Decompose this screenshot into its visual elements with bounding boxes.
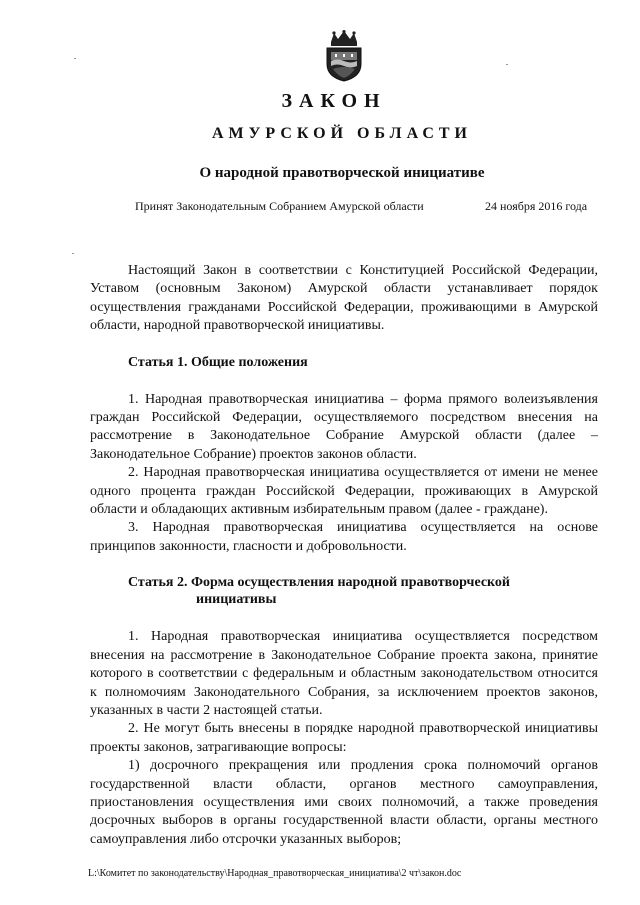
article-2-paragraph-1: 1. Народная правотворческая инициатива осуществляется посредством внесения на рассмотрение в Законодательное Собрание проекта закона, принятие которого в соответствии с федеральным и областным законодательством относится к полномочиям Законодательного Собрания, за исключением проектов законов, указанных в части 2 настоящей статьи.: [90, 629, 598, 718]
adopted-date: 24 ноября 2016 года: [485, 199, 588, 213]
scan-speck: [74, 58, 76, 59]
adopted-by: Принят Законодательным Собранием Амурской области: [135, 199, 424, 213]
article-2-heading-line-1: Статья 2. Форма осуществления народной правотворческой: [128, 575, 510, 591]
document-body: [90, 262, 598, 849]
intro-paragraph: Настоящий Закон в соответствии с Конституцией Российской Федерации, Уставом (основным Законом) Амурской области устанавливает порядок осуществления гражданами Российской Федерации, проживающими в Амурской области, народной правотворческой инициативы.: [90, 263, 598, 334]
article-2-heading: [90, 574, 598, 608]
article-2-heading-line-2: инициативы: [196, 592, 277, 608]
scan-speck: [72, 253, 74, 254]
article-2-item-1: 1) досрочного прекращения или продления срока полномочий органов государственной власти области, органов местного самоуправления, приостановления осуществления ими своих полномочий, а также проведения досрочных выборов в органы государственной власти области, органы местного самоуправления либо отсрочки указанных выборов;: [90, 758, 598, 847]
article-1-heading: Статья 1. Общие положения: [128, 354, 308, 370]
region-name: АМУРСКОЙ ОБЛАСТИ: [212, 125, 472, 142]
article-1-paragraph-2: 2. Народная правотворческая инициатива осуществляется от имени не менее одного процента граждан Российской Федерации, проживающих в Амурской области и обладающих активным избирательным правом (далее - граждане).: [90, 465, 598, 518]
law-subject: О народной правотворческой инициативе: [199, 165, 485, 181]
amur-region-coat-of-arms-icon: [323, 30, 365, 82]
document-title: ЗАКОН: [281, 90, 387, 112]
article-2-paragraph-2: 2. Не могут быть внесены в порядке народной правотворческой инициативы проекты законов, затрагивающие вопросы:: [90, 721, 598, 755]
article-1-paragraph-3: 3. Народная правотворческая инициатива осуществляется на основе принципов законности, гласности и добровольности.: [90, 520, 598, 554]
file-path-footer: L:\Комитет по законодательству\Народная_правотворческая_инициатива\2 чт\закон.doc: [88, 868, 462, 879]
article-1-paragraph-1: 1. Народная правотворческая инициатива – форма прямого волеизъявления граждан Российской Федерации, осуществляемого посредством внесения на рассмотрение в Законодательное Собрание Амурской области (далее – Законодательное Собрание) проектов законов области.: [90, 391, 598, 462]
scan-speck: [506, 64, 508, 65]
